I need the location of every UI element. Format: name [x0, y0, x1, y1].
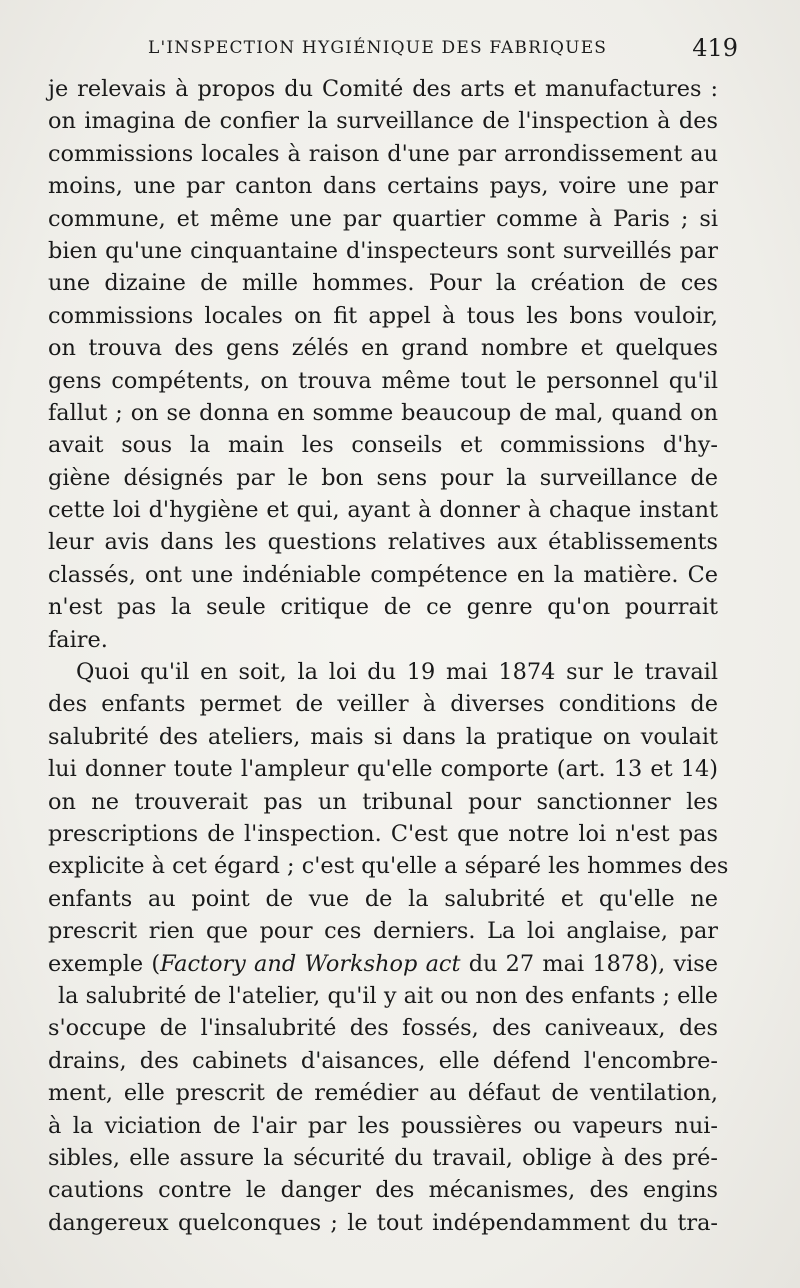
text-line: je relevais à propos du Comité des arts et manufactures :	[48, 76, 718, 102]
text-segment: du 27 mai 1878), vise	[460, 950, 718, 977]
text-line: on ne trouverait pas un tribunal pour sanctionner les	[48, 788, 718, 815]
text-line: dangereux quelconques ; le tout indépendamment du tra-	[48, 1209, 718, 1236]
text-line: avait sous la main les conseils et commissions d'hy-	[48, 432, 718, 459]
text-line: une dizaine de mille hommes. Pour la création de ces	[48, 270, 718, 297]
text-line: gens compétents, on trouva même tout le personnel qu'il	[48, 367, 718, 394]
text-line: enfants au point de vue de la salubrité et qu'elle ne	[48, 885, 718, 912]
text-line: prescrit rien que pour ces derniers. La loi anglaise, par	[48, 918, 718, 945]
text-line: drains, des cabinets d'aisances, elle défend l'encombre-	[48, 1047, 718, 1074]
italic-act-title: Factory and Workshop act	[160, 950, 461, 977]
text-line-paragraph-start: Quoi qu'il en soit, la loi du 19 mai 1874 sur le travail	[76, 659, 718, 686]
text-segment: exemple (	[48, 950, 161, 977]
text-line: à la viciation de l'air par les poussières ou vapeurs nui-	[48, 1112, 718, 1139]
text-line: classés, ont une indéniable compétence en la matière. Ce	[48, 561, 718, 588]
text-line: commissions locales on fit appel à tous les bons vouloir,	[48, 302, 718, 329]
text-line: on trouva des gens zélés en grand nombre et quelques	[48, 335, 718, 362]
text-line: commissions locales à raison d'une par arrondissement au	[48, 140, 718, 167]
text-line: leur avis dans les questions relatives aux établissements	[48, 529, 718, 556]
text-line: des enfants permet de veiller à diverses conditions de	[48, 691, 718, 718]
text-line: cette loi d'hygiène et qui, ayant à donner à chaque instant	[48, 497, 718, 524]
text-line: salubrité des ateliers, mais si dans la pratique on voulait	[48, 723, 718, 750]
page-header	[48, 34, 738, 64]
text-line: s'occupe de l'insalubrité des fossés, des caniveaux, des	[48, 1015, 718, 1042]
running-title: L'INSPECTION HYGIÉNIQUE DES FABRIQUES	[148, 38, 608, 58]
text-line: moins, une par canton dans certains pays, voire une par	[48, 173, 718, 200]
text-line: sibles, elle assure la sécurité du travail, oblige à des pré-	[48, 1144, 718, 1171]
body-text	[48, 73, 729, 1239]
text-line: lui donner toute l'ampleur qu'elle comporte (art. 13 et 14)	[48, 756, 718, 783]
page-number: 419	[692, 34, 738, 62]
text-line-with-italic	[48, 948, 718, 980]
text-line: ment, elle prescrit de remédier au défaut de ventilation,	[48, 1080, 718, 1107]
text-line-paragraph-end: faire.	[48, 626, 108, 653]
text-line: la salubrité de l'atelier, qu'il y ait ou non des enfants ; elle	[58, 982, 718, 1009]
text-line: prescriptions de l'inspection. C'est que notre loi n'est pas	[48, 820, 718, 847]
text-line: giène désignés par le bon sens pour la surveillance de	[48, 464, 718, 491]
text-line: bien qu'une cinquantaine d'inspecteurs sont surveillés par	[48, 237, 718, 264]
text-line: explicite à cet égard ; c'est qu'elle a séparé les hommes des	[48, 853, 729, 880]
text-line: cautions contre le danger des mécanismes, des engins	[48, 1177, 718, 1204]
text-line: on imagina de confier la surveillance de l'inspection à des	[48, 108, 718, 135]
text-line: n'est pas la seule critique de ce genre qu'on pourrait	[48, 594, 718, 621]
text-line: commune, et même une par quartier comme à Paris ; si	[48, 205, 718, 232]
text-line: fallut ; on se donna en somme beaucoup de mal, quand on	[48, 399, 718, 426]
